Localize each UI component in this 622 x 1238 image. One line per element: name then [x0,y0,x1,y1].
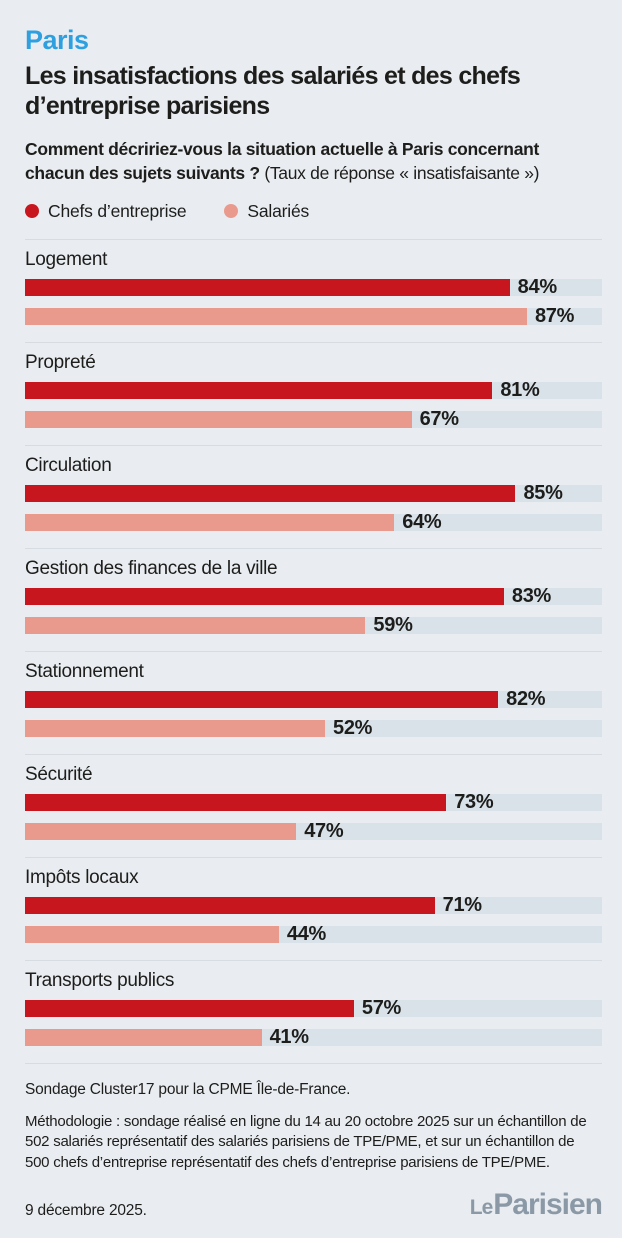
bar-value-label: 67% [419,407,459,430]
bar-track [25,584,602,607]
bar-track [25,304,602,327]
category-group [25,548,602,651]
bar-value-label: 85% [523,481,563,504]
bar-row-chefs [25,584,602,607]
bar-track [25,510,602,533]
bar-row-salaries [25,304,602,327]
bar-row-salaries [25,716,602,739]
bar-fill-chefs [25,588,504,605]
bar-chart [25,239,602,1064]
legend-label-salaries: Salariés [247,200,310,221]
page-title: Les insatisfactions des salariés et des chefs d’entreprise parisiens [25,62,521,120]
bar-track [25,893,602,916]
bar-row-chefs [25,481,602,504]
bar-row-salaries [25,510,602,533]
bar-fill-salaries [25,308,527,325]
bar-value-label: 84% [517,275,557,298]
bar-fill-salaries [25,926,279,943]
category-label: Impôts locaux [25,866,139,888]
source-note: Sondage Cluster17 pour la CPME Île-de-France. [25,1080,351,1098]
bar-row-chefs [25,996,602,1019]
bar-track [25,996,602,1019]
bar-value-label: 52% [333,716,373,739]
bar-value-label: 44% [286,922,327,945]
legend-item-salaries [224,201,309,222]
bar-track [25,275,602,298]
legend-item-chefs [25,201,186,222]
bar-track [25,716,602,739]
bar-value-label: 71% [442,893,482,916]
bar-track [25,819,602,842]
bar-value-label: 87% [534,304,575,327]
logo-parisien: Parisien [493,1187,602,1221]
category-group [25,857,602,960]
le-parisien-logo [469,1187,602,1221]
category-group [25,342,602,445]
bar-value-label: 47% [304,819,344,842]
legend [25,201,602,222]
bar-value-label: 83% [511,584,552,607]
bar-row-salaries [25,819,602,842]
bar-fill-chefs [25,691,498,708]
bar-row-salaries [25,1025,602,1048]
bar-fill-chefs [25,279,510,296]
category-label: Transports publics [25,969,175,991]
bar-fill-salaries [25,411,412,428]
question-note: (Taux de réponse « insatisfaisante ») [264,162,540,183]
bar-row-chefs [25,893,602,916]
bar-track [25,481,602,504]
bar-track [25,687,602,710]
bar-fill-salaries [25,617,365,634]
bar-row-salaries [25,922,602,945]
legend-label-chefs: Chefs d’entreprise [48,200,187,221]
bar-track [25,1025,602,1048]
legend-dot-salaries-icon [224,204,238,218]
bar-fill-salaries [25,720,325,737]
category-group [25,960,602,1063]
logo-le: Le [469,1195,493,1219]
bar-fill-salaries [25,823,296,840]
category-group [25,445,602,548]
bar-track [25,378,602,401]
bar-value-label: 59% [373,613,413,636]
category-label: Stationnement [25,660,144,682]
bar-fill-chefs [25,794,446,811]
bar-value-label: 57% [361,996,402,1019]
bar-row-salaries [25,613,602,636]
category-group [25,651,602,754]
bar-fill-chefs [25,485,515,502]
bar-track [25,790,602,813]
bar-value-label: 64% [402,510,442,533]
category-group [25,754,602,857]
category-label: Sécurité [25,763,93,785]
bar-row-chefs [25,275,602,298]
bar-fill-salaries [25,1029,262,1046]
category-group [25,239,602,342]
bar-value-label: 41% [269,1025,309,1048]
footer-row [25,1187,602,1221]
bar-fill-salaries [25,514,394,531]
question-text: Comment décririez-vous la situation actuelle à Paris concernant chacun des sujets suivants ? [25,139,540,183]
bar-fill-chefs [25,382,492,399]
bar-value-label: 82% [506,687,546,710]
bar-value-label: 73% [454,790,494,813]
methodology-note: Méthodologie : sondage réalisé en ligne du 14 au 20 octobre 2025 sur un échantillon de 502 salariés représentatif des salariés parisiens de TPE/PME, et sur un échantillon de 500 chefs d’entreprise représentatif des chefs d’entreprise parisiens de TPE/PME. [25,1112,587,1171]
legend-dot-chefs-icon [25,204,39,218]
bar-fill-chefs [25,1000,354,1017]
bar-row-chefs [25,687,602,710]
kicker: Paris [25,25,89,55]
chart-question [25,138,602,185]
category-label: Circulation [25,454,112,476]
category-label: Logement [25,248,108,270]
bar-row-chefs [25,790,602,813]
category-label: Gestion des finances de la ville [25,557,278,579]
bar-value-label: 81% [500,378,540,401]
bar-row-chefs [25,378,602,401]
bar-track [25,922,602,945]
bar-fill-chefs [25,897,435,914]
category-label: Propreté [25,351,96,373]
bar-track [25,613,602,636]
bar-row-salaries [25,407,602,430]
bar-track [25,407,602,430]
publication-date: 9 décembre 2025. [25,1201,147,1219]
